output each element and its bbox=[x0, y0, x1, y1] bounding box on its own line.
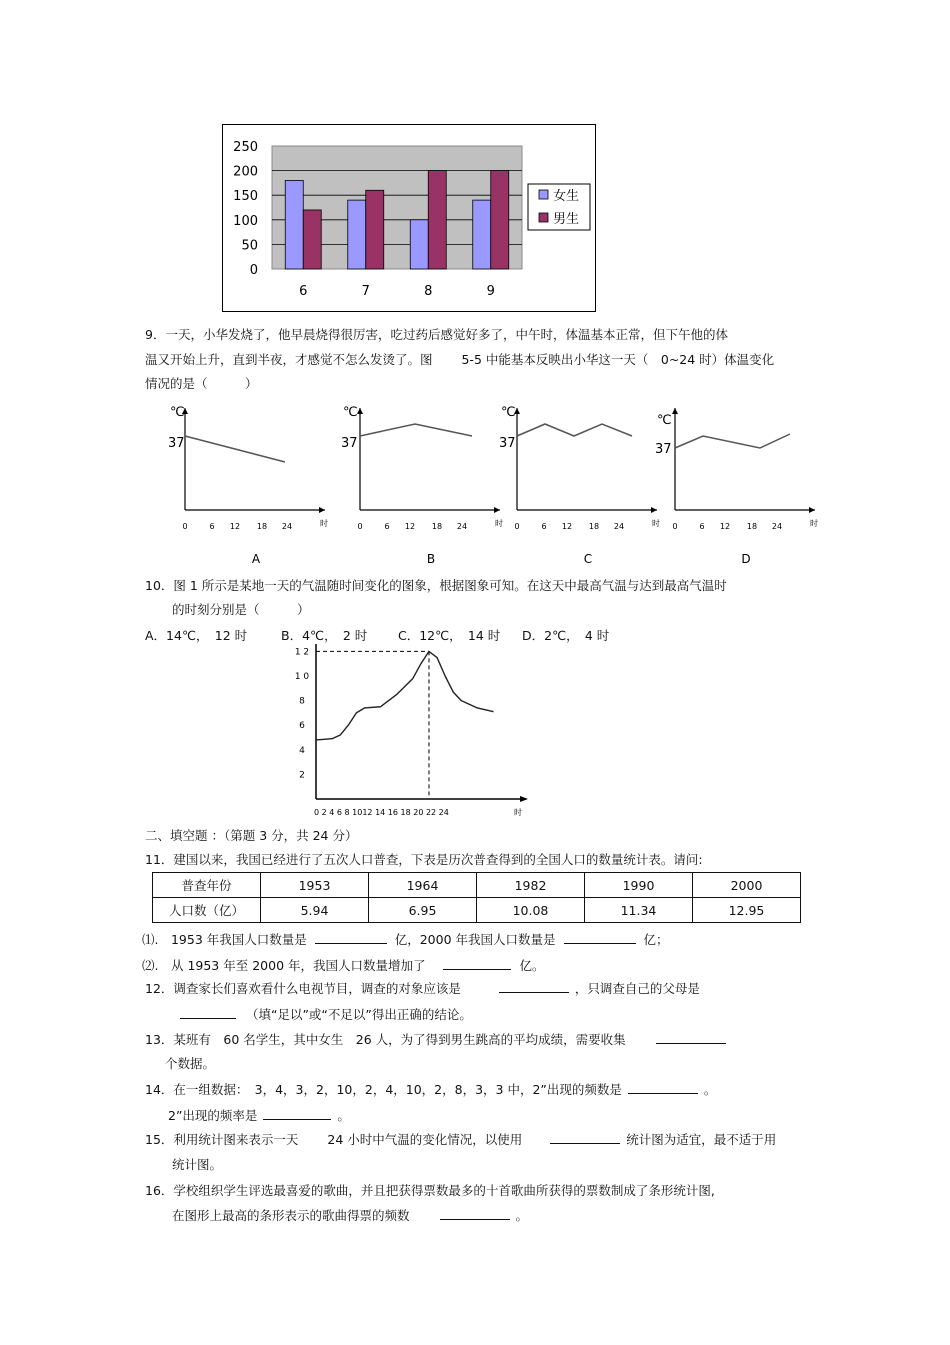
x-tick-label: 24 bbox=[281, 522, 293, 531]
answer-blank[interactable] bbox=[656, 1031, 726, 1044]
x-tick-label: 6 bbox=[384, 522, 390, 531]
q9-graph-d bbox=[655, 408, 818, 566]
q9-graph-c bbox=[499, 405, 660, 566]
bar bbox=[285, 180, 303, 269]
temperature-line bbox=[185, 436, 285, 462]
legend-label-female: 女生 bbox=[553, 189, 580, 204]
q11-line-1: 11．建国以来，我国已经进行了五次人口普查，下表是历次普查得到的全国人口的数量统计表。请问: bbox=[145, 852, 703, 867]
answer-blank[interactable] bbox=[263, 1107, 331, 1120]
table-cell: 2000 bbox=[693, 873, 801, 898]
x-tick-label: 18 bbox=[256, 522, 268, 531]
table-cell: 5.94 bbox=[261, 898, 369, 923]
q10-choice-c: C．12℃， 14 时 bbox=[398, 628, 501, 643]
y-tick-label: 100 bbox=[233, 213, 258, 229]
table-cell: 1982 bbox=[477, 873, 585, 898]
x-tick-label: 12 bbox=[719, 522, 731, 531]
arrow-icon bbox=[357, 408, 363, 414]
bar-legend bbox=[528, 184, 590, 230]
y-mark-label: 37 bbox=[168, 436, 185, 451]
x-unit-label: 时 bbox=[495, 519, 503, 528]
x-tick-label: 0 bbox=[672, 522, 678, 531]
x-tick-label: 24 bbox=[771, 522, 783, 531]
x-tick-labels: 0 2 4 6 8 1012 14 16 18 20 22 24 bbox=[314, 808, 449, 817]
x-tick-label: 6 bbox=[541, 522, 547, 531]
q10-choice-a: A．14℃， 12 时 bbox=[145, 628, 248, 643]
bar bbox=[428, 171, 446, 269]
x-unit-label: 时 bbox=[320, 519, 328, 528]
q11-sub-1 bbox=[142, 930, 669, 948]
x-tick-label: 18 bbox=[588, 522, 600, 531]
temperature-curve bbox=[316, 651, 494, 740]
y-tick-label: 4 bbox=[299, 745, 305, 756]
q9-line-2: 温又开始上升，直到半夜，才感觉不怎么发烫了。图 5-5 中能基本反映出小华这一天（ 0~24 时）体温变化 bbox=[145, 352, 775, 367]
q16-line-1: 16．学校组织学生评选最喜爱的歌曲，并且把获得票数最多的十首歌曲所获得的票数制成了条形统计图, bbox=[145, 1183, 715, 1198]
y-tick-label: 200 bbox=[233, 164, 258, 180]
x-tick-label: 12 bbox=[404, 522, 416, 531]
y-mark-label: 37 bbox=[341, 436, 358, 451]
y-tick-label: 1 0 bbox=[294, 672, 310, 682]
temperature-line bbox=[675, 434, 790, 448]
q14-text-d: 。 bbox=[337, 1108, 350, 1123]
table-row bbox=[153, 898, 801, 923]
q16-text-a: 在图形上最高的条形表示的歌曲得票的频数 bbox=[172, 1208, 410, 1223]
bar-chart bbox=[222, 124, 596, 312]
legend-swatch-female bbox=[539, 190, 548, 199]
q10-choice-d: D．2℃， 4 时 bbox=[522, 628, 610, 643]
option-label: B bbox=[426, 552, 436, 566]
arrow-icon bbox=[672, 408, 678, 414]
y-mark-label: 37 bbox=[655, 442, 672, 457]
q11-sub1-text-a: ⑴. 1953 年我国人口数量是 bbox=[142, 932, 307, 947]
table-cell: 1964 bbox=[369, 873, 477, 898]
bar bbox=[410, 220, 428, 269]
section-2-title: 二、填空题 ：（第题 3 分，共 24 分） bbox=[145, 828, 358, 843]
population-table bbox=[152, 872, 801, 923]
x-unit-label: 时 bbox=[810, 519, 818, 528]
y-unit-label: ℃ bbox=[657, 413, 672, 428]
arrow-icon bbox=[520, 796, 528, 802]
x-tick-label: 24 bbox=[456, 522, 468, 531]
answer-blank[interactable] bbox=[315, 931, 387, 944]
table-cell: 1953 bbox=[261, 873, 369, 898]
option-label: A bbox=[251, 552, 261, 566]
q15-line-2: 统计图。 bbox=[172, 1157, 223, 1172]
q11-sub-2 bbox=[142, 956, 544, 974]
x-tick-label: 6 bbox=[699, 522, 705, 531]
q12-text-a: 12．调查家长们喜欢看什么电视节目，调查的对象应该是 bbox=[145, 981, 461, 996]
q13-text-a: 13．某班有 60 名学生，其中女生 26 人，为了得到男生跳高的平均成绩，需要收集 bbox=[145, 1032, 626, 1047]
table-cell: 1990 bbox=[585, 873, 693, 898]
q12-line-2 bbox=[180, 1005, 472, 1023]
answer-blank[interactable] bbox=[499, 980, 569, 993]
answer-blank[interactable] bbox=[550, 1131, 620, 1144]
y-tick-label: 0 bbox=[249, 263, 258, 278]
table-cell: 6.95 bbox=[369, 898, 477, 923]
y-unit-label: ℃ bbox=[501, 405, 516, 420]
q9-graphs bbox=[160, 396, 830, 576]
q13-line-2: 个数据。 bbox=[165, 1056, 216, 1071]
arrow-icon bbox=[651, 507, 657, 513]
y-tick-label: 1 2 bbox=[294, 647, 310, 658]
x-tick-label: 0 bbox=[182, 522, 188, 531]
table-row bbox=[153, 873, 801, 898]
q10-line-1: 10．图 1 所示是某地一天的气温随时间变化的图象，根据图象可知。在这天中最高气温与达到最高气温时 bbox=[145, 578, 727, 593]
q14-text-b: 。 bbox=[703, 1082, 717, 1097]
x-tick-label: 8 bbox=[424, 284, 433, 299]
bar bbox=[348, 200, 366, 269]
option-label: D bbox=[741, 552, 751, 566]
y-tick-label: 50 bbox=[241, 238, 258, 254]
answer-blank[interactable] bbox=[180, 1006, 236, 1019]
y-mark-label: 37 bbox=[499, 436, 516, 451]
temperature-line bbox=[360, 424, 472, 436]
table-cell: 人口数（亿） bbox=[153, 898, 261, 923]
option-label: C bbox=[583, 552, 593, 566]
q14-text-a: 14．在一组数据： 3，4，3，2，10，2，4，10，2，8，3，3 中，2”出现的频数是 bbox=[145, 1082, 622, 1097]
q15-text-a: 15．利用统计图来表示一天 24 小时中气温的变化情况，以使用 bbox=[145, 1132, 523, 1147]
q15-text-b: 统计图为适宜，最不适于用 bbox=[626, 1132, 777, 1147]
answer-blank[interactable] bbox=[628, 1081, 698, 1094]
y-tick-label: 250 bbox=[233, 140, 258, 155]
q12-text-b: ，只调查自己的父母是 bbox=[574, 981, 700, 996]
x-tick-label: 0 bbox=[357, 522, 363, 531]
q9-line-3: 情况的是（ ） bbox=[145, 376, 258, 391]
x-tick-label: 12 bbox=[561, 522, 573, 531]
arrow-icon bbox=[494, 507, 500, 513]
y-tick-label: 6 bbox=[299, 721, 305, 732]
bar bbox=[473, 200, 491, 269]
x-tick-label: 18 bbox=[431, 522, 443, 531]
temperature-line bbox=[517, 424, 632, 436]
x-tick-label: 0 bbox=[514, 522, 520, 531]
q9-graph-b bbox=[341, 405, 503, 566]
x-unit-label: 时 bbox=[652, 519, 660, 528]
answer-blank[interactable] bbox=[440, 1207, 510, 1220]
x-tick-label: 24 bbox=[613, 522, 625, 531]
q9-line-1: 9．一天，小华发烧了，他早晨烧得很厉害，吃过药后感觉好多了，中午时，体温基本正常，但下午他的体 bbox=[145, 327, 728, 342]
x-unit-label: 时 bbox=[514, 808, 522, 817]
q16-line-2 bbox=[172, 1206, 528, 1224]
x-tick-label: 7 bbox=[361, 284, 370, 299]
y-unit-label: ℃ bbox=[343, 405, 358, 420]
q9-graph-a bbox=[168, 405, 328, 566]
q10-line-2: 的时刻分别是（ ） bbox=[172, 602, 310, 617]
bar bbox=[366, 190, 384, 269]
table-cell: 12.95 bbox=[693, 898, 801, 923]
q10-choice-b: B．4℃， 2 时 bbox=[281, 628, 368, 643]
q11-sub1-text-b: 亿，2000 年我国人口数量是 bbox=[394, 932, 556, 947]
q16-text-b: 。 bbox=[515, 1208, 528, 1223]
legend-swatch-male bbox=[539, 213, 548, 222]
y-tick-label: 150 bbox=[233, 189, 258, 205]
q15-line-1 bbox=[145, 1130, 776, 1148]
q11-sub2-text-b: 亿。 bbox=[519, 958, 545, 973]
q12-text-c: （填“足以”或“不足以”得出正确的结论。 bbox=[245, 1007, 472, 1022]
table-cell: 普查年份 bbox=[153, 873, 261, 898]
x-tick-label: 6 bbox=[299, 284, 308, 299]
q13-line-1 bbox=[145, 1030, 726, 1048]
y-tick-label: 8 bbox=[299, 696, 305, 707]
bar bbox=[491, 171, 509, 269]
table-cell: 11.34 bbox=[585, 898, 693, 923]
y-unit-label: ℃ bbox=[170, 405, 185, 420]
bar bbox=[303, 210, 321, 269]
legend-label-male: 男生 bbox=[553, 212, 580, 227]
q12-line-1 bbox=[145, 979, 700, 997]
q14-text-c: 2”出现的频率是 bbox=[168, 1108, 258, 1123]
q11-sub2-text-a: ⑵. 从 1953 年至 2000 年，我国人口数量增加了 bbox=[142, 958, 426, 973]
temperature-chart bbox=[280, 640, 540, 820]
y-tick-label: 2 bbox=[299, 770, 305, 781]
table-cell: 10.08 bbox=[477, 898, 585, 923]
q14-line-1 bbox=[145, 1080, 716, 1098]
x-tick-label: 18 bbox=[746, 522, 758, 531]
x-tick-label: 12 bbox=[229, 522, 241, 531]
x-tick-label: 9 bbox=[486, 284, 495, 299]
x-tick-label: 6 bbox=[209, 522, 215, 531]
answer-blank[interactable] bbox=[443, 957, 511, 970]
answer-blank[interactable] bbox=[564, 931, 636, 944]
q11-sub1-text-c: 亿； bbox=[643, 932, 669, 947]
q14-line-2 bbox=[168, 1106, 350, 1124]
arrow-icon bbox=[809, 507, 815, 513]
arrow-icon bbox=[319, 507, 325, 513]
